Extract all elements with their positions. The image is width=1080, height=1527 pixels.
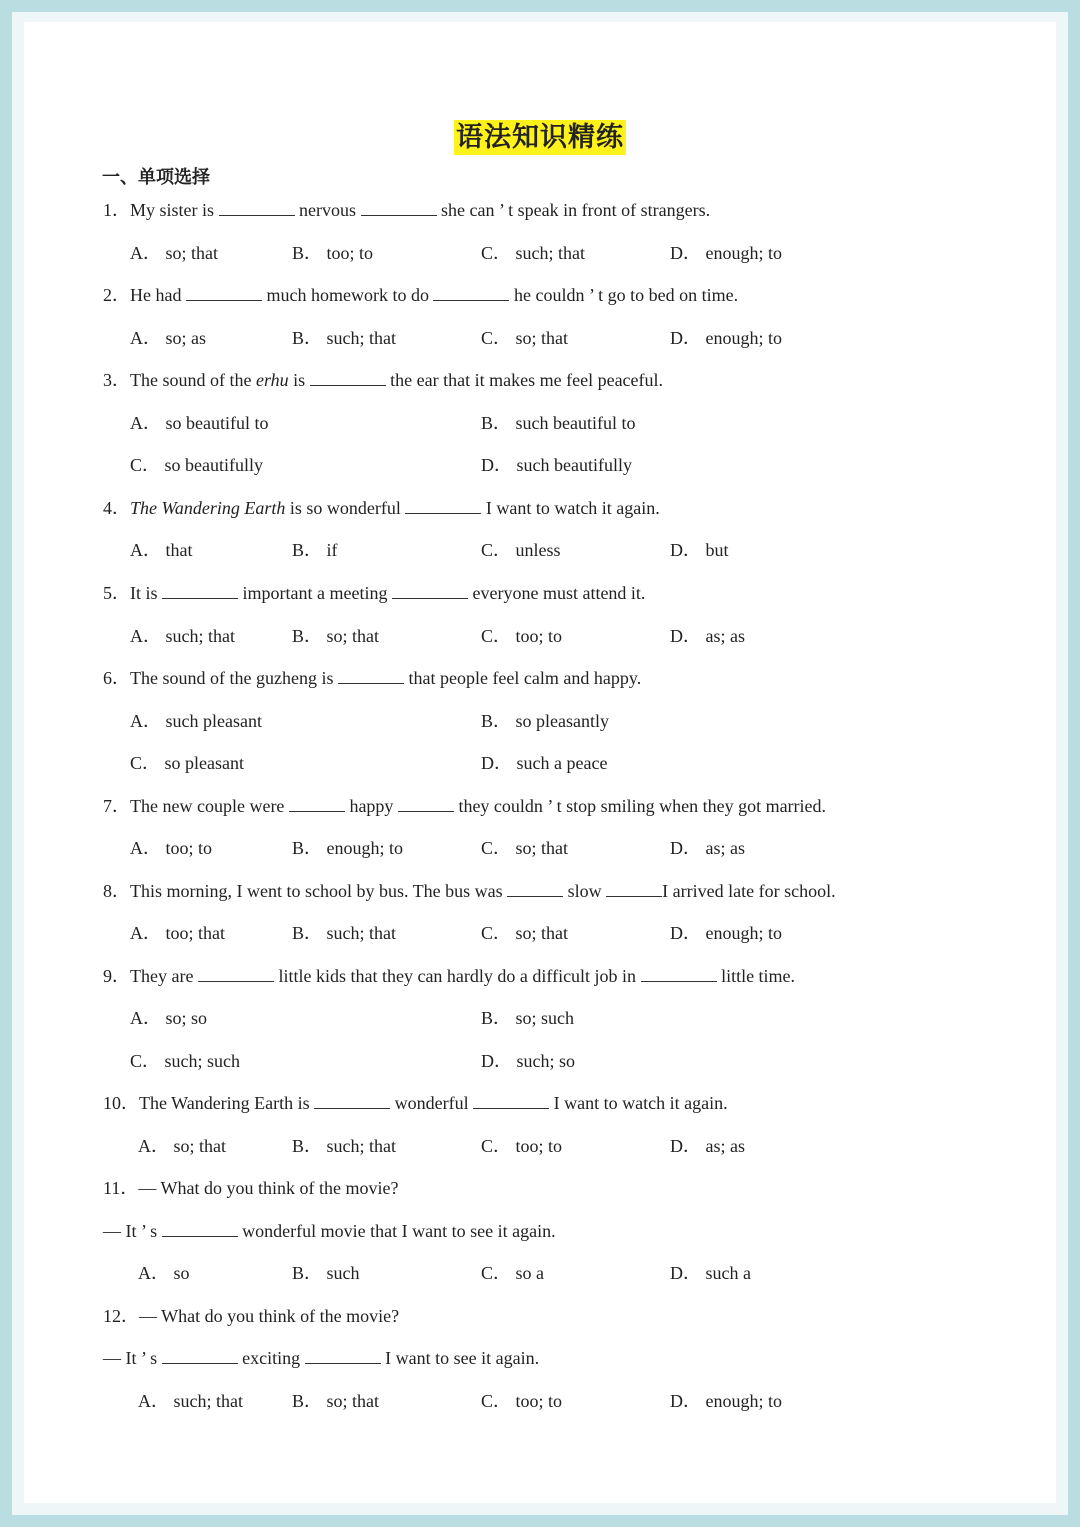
option[interactable]: B． if xyxy=(292,540,338,560)
question-11: 11．— What do you think of the movie? xyxy=(103,1178,399,1198)
question-9: 9．They are little kids that they can hardly do a difficult job in little time. xyxy=(103,966,796,986)
option[interactable]: D． such a xyxy=(670,1263,751,1283)
option[interactable]: B． too; to xyxy=(292,243,374,263)
option[interactable]: D． enough; to xyxy=(670,243,782,263)
question-4: 4．The Wandering Earth is so wonderful I want to watch it again. xyxy=(103,498,660,518)
option[interactable]: A． such; that xyxy=(130,626,235,646)
option[interactable]: D． such; so xyxy=(481,1051,575,1071)
question-1: 1．My sister is nervous she can ’ t speak in front of strangers. xyxy=(103,200,711,220)
question-7: 7．The new couple were happy they couldn ’ t stop smiling when they got married. xyxy=(103,796,827,816)
option[interactable]: C． so; that xyxy=(481,328,569,348)
option[interactable]: A． so; that xyxy=(130,243,218,263)
question-6: 6．The sound of the guzheng is that people feel calm and happy. xyxy=(103,668,642,688)
option[interactable]: A． so; so xyxy=(130,1008,208,1028)
option[interactable]: B． so; that xyxy=(292,1391,380,1411)
option[interactable]: D． as; as xyxy=(670,838,745,858)
option[interactable]: D． such beautifully xyxy=(481,455,632,475)
section-heading: 一、单项选择 xyxy=(102,167,210,188)
option[interactable]: B． such beautiful to xyxy=(481,413,636,433)
option[interactable]: B． so; such xyxy=(481,1008,575,1028)
option[interactable]: A． that xyxy=(130,540,193,560)
option[interactable]: A． so beautiful to xyxy=(130,413,269,433)
option[interactable]: D． enough; to xyxy=(670,923,782,943)
question-2: 2．He had much homework to do he couldn ’ t go to bed on time. xyxy=(103,285,739,305)
option[interactable]: C． too; to xyxy=(481,626,563,646)
option[interactable]: B． enough; to xyxy=(292,838,403,858)
option[interactable]: A． such; that xyxy=(138,1391,243,1411)
option[interactable]: B． such xyxy=(292,1263,360,1283)
question-8: 8．This morning, I went to school by bus. The bus was slow I arrived late for school. xyxy=(103,881,836,901)
option[interactable]: C． such; such xyxy=(130,1051,240,1071)
question-12: 12．— What do you think of the movie? xyxy=(103,1306,400,1326)
option[interactable]: D． enough; to xyxy=(670,1391,782,1411)
option[interactable]: C． so beautifully xyxy=(130,455,263,475)
option[interactable]: C． unless xyxy=(481,540,561,560)
question-3: 3．The sound of the erhu is the ear that it makes me feel peaceful. xyxy=(103,370,664,390)
question-10: 10．The Wandering Earth is wonderful I want to watch it again. xyxy=(103,1093,728,1113)
option[interactable]: B． such; that xyxy=(292,923,396,943)
option[interactable]: C． too; to xyxy=(481,1391,563,1411)
question-12-line-2: — It ’ s exciting I want to see it again. xyxy=(103,1348,540,1368)
question-11-line-2: — It ’ s wonderful movie that I want to see it again. xyxy=(103,1221,556,1241)
option[interactable]: A． so xyxy=(138,1263,190,1283)
option[interactable]: D． enough; to xyxy=(670,328,782,348)
option[interactable]: D． such a peace xyxy=(481,753,608,773)
option[interactable]: C． too; to xyxy=(481,1136,563,1156)
option[interactable]: B． such; that xyxy=(292,328,396,348)
option[interactable]: D． as; as xyxy=(670,1136,745,1156)
option[interactable]: D． as; as xyxy=(670,626,745,646)
option[interactable]: A． too; that xyxy=(130,923,225,943)
option[interactable]: C． so pleasant xyxy=(130,753,244,773)
option[interactable]: C． such; that xyxy=(481,243,585,263)
option[interactable]: C． so a xyxy=(481,1263,544,1283)
question-5: 5．It is important a meeting everyone must attend it. xyxy=(103,583,646,603)
option[interactable]: A． too; to xyxy=(130,838,213,858)
option[interactable]: A． such pleasant xyxy=(130,711,262,731)
option[interactable]: B． such; that xyxy=(292,1136,396,1156)
option[interactable]: C． so; that xyxy=(481,923,569,943)
worksheet-title: 语法知识精练 xyxy=(456,122,624,153)
option[interactable]: B． so; that xyxy=(292,626,380,646)
option[interactable]: D． but xyxy=(670,540,729,560)
option[interactable]: A． so; that xyxy=(138,1136,226,1156)
option[interactable]: A． so; as xyxy=(130,328,206,348)
option[interactable]: B． so pleasantly xyxy=(481,711,609,731)
option[interactable]: C． so; that xyxy=(481,838,569,858)
